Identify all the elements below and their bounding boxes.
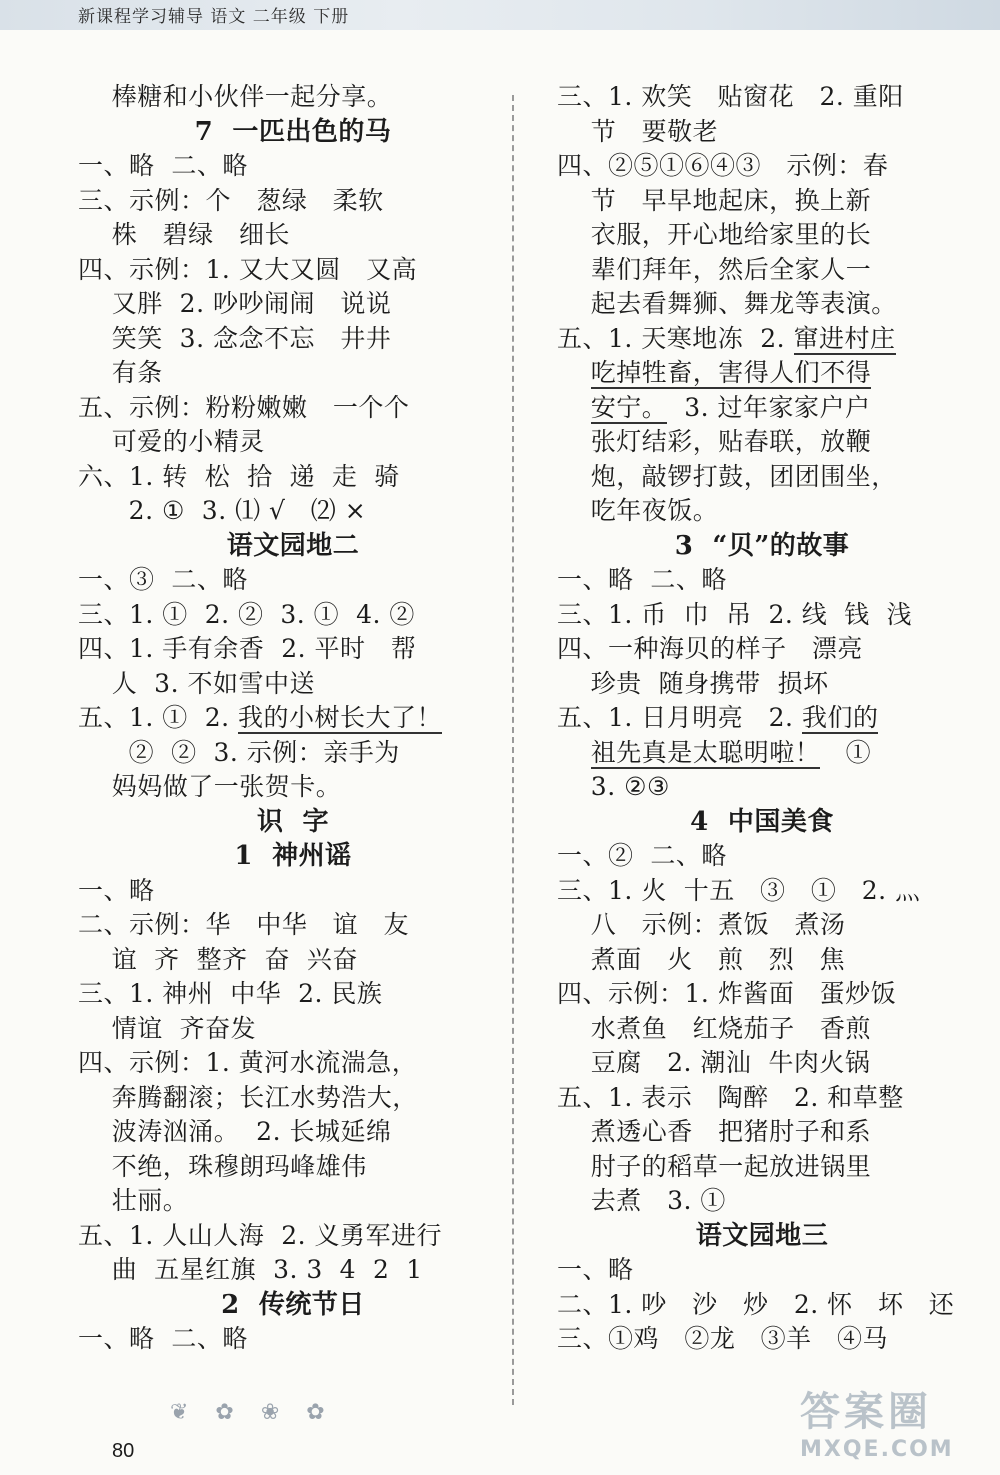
left-answer-line: 谊 齐 整齐 奋 兴奋 [78, 944, 358, 974]
left-answer-line: 棒糖和小伙伴一起分享。 [78, 82, 393, 111]
footer-decoration: ❦ ✿ ❀ ✿ [170, 1400, 335, 1425]
left-answer-line: 壮丽。 [78, 1186, 189, 1215]
right-answer-line: 水煮鱼 红烧茄子 香煎 [557, 1013, 871, 1043]
watermark-top: 答案圈 [800, 1389, 932, 1435]
page-number: 80 [112, 1440, 135, 1462]
right-answer-line: 珍贵 随身携带 损坏 [557, 668, 829, 698]
left-answer-line: 又胖 2. 吵吵闹闹 说说 [78, 289, 392, 318]
left-answer-line: 可爱的小精灵 [78, 427, 265, 456]
left-answer-line: 六、1. 转 松 拾 递 走 骑 [78, 461, 400, 491]
right-answer-line: 豆腐 2. 潮汕 牛肉火锅 [557, 1048, 871, 1077]
left-answer-line: 四、1. 手有余香 2. 平时 帮 [78, 634, 417, 663]
left-answer-line: 三、1. 神州 中华 2. 民族 [78, 979, 383, 1008]
left-answer-line: 株 碧绿 细长 [78, 220, 290, 249]
underlined-answer: 我的小树长大了！ [238, 703, 443, 732]
right-answer-line: 五、1. 表示 陶醉 2. 和草整 [557, 1082, 904, 1112]
left-answer-line: 五、示例：粉粉嫩嫩 一个个 [78, 392, 410, 422]
book-header: 新课程学习辅导 语文 二年级 下册 [78, 7, 350, 27]
left-answer-line: 笑笑 3. 念念不忘 井井 [78, 323, 392, 353]
right-answer-line: 煮透心香 把猪肘子和系 [557, 1117, 872, 1146]
right-answer-line: 起去看舞狮、舞龙等表演。 [557, 289, 897, 318]
left-answer-line: 四、示例：1. 黄河水流湍急， [78, 1048, 418, 1077]
left-answer-line: 人 3. 不如雪中送 [78, 668, 315, 698]
right-answer-line: 五、1. 天寒地冻 2. 窜进村庄 [557, 323, 896, 353]
left-answer-line: 情谊 齐奋发 [78, 1013, 257, 1043]
left-answer-line: 有条 [78, 358, 163, 387]
watermark-bottom: MXQE.COM [800, 1437, 954, 1462]
left-answer-line: 三、1. ① 2. ② 3. ① 4. ② [78, 599, 415, 629]
left-section-title: 语文园地二 [226, 530, 360, 561]
right-answer-line: 一、② 二、略 [557, 841, 727, 870]
underlined-answer: 吃掉牲畜，害得人们不得 [590, 358, 872, 387]
right-answer-line: 二、1. 吵 沙 炒 2. 怀 坏 还 [557, 1289, 955, 1319]
right-answer-line: 四、一种海贝的样子 漂亮 [557, 634, 863, 663]
underlined-answer: 窜进村庄 [793, 323, 896, 353]
watermark-logo [800, 1380, 990, 1470]
right-answer-line: 去煮 3. ① [557, 1186, 726, 1215]
right-answer-line: 一、略 二、略 [557, 565, 727, 594]
right-answer-line: 吃年夜饭。 [557, 496, 719, 525]
right-answer-line: 安宁。 3. 过年家家户户 [590, 392, 871, 422]
underlined-answer: 我们的 [801, 703, 879, 732]
right-answer-line: 三、1. 火 十五 ③ ① 2. 灬 [557, 875, 921, 905]
left-answer-line: 四、示例：1. 又大又圆 又高 [78, 254, 418, 284]
right-answer-line: 3. ②③ [557, 772, 670, 801]
left-answer-line: 二、示例：华 中华 谊 友 [78, 910, 410, 939]
right-answer-line: 辈们拜年，然后全家人一 [557, 254, 872, 284]
right-answer-line: 炮，敲锣打鼓，团团围坐， [557, 461, 897, 491]
left-answer-line: 2. ① 3. ⑴ √ ⑵ × [78, 496, 367, 525]
right-answer-line: 肘子的稻草一起放进锅里 [557, 1151, 872, 1181]
underlined-answer: 祖先真是太聪明啦！ [590, 737, 821, 767]
right-answer-line: 四、示例：1. 炸酱面 蛋炒饭 [557, 979, 897, 1008]
right-answer-line: 四、②⑤①⑥④③ 示例：春 [557, 151, 889, 180]
left-answer-line: 妈妈做了一张贺卡。 [78, 772, 342, 801]
left-section-title: 7 一匹出色的马 [194, 116, 392, 147]
left-section-title: 2 传统节日 [221, 1289, 365, 1320]
right-answer-line: 三、1. 币 巾 吊 2. 线 钱 浅 [557, 599, 913, 629]
left-answer-line: 五、1. ① 2. 我的小树长大了！ [78, 703, 443, 732]
right-answer-line: 衣服，开心地给家里的长 [557, 220, 872, 249]
right-answer-line: 五、1. 日月明亮 2. 我们的 [557, 703, 879, 732]
left-answer-line: 曲 五星红旗 3. 3 4 2 1 [78, 1255, 423, 1284]
right-section-title: 语文园地三 [695, 1220, 829, 1251]
left-answer-line: 不绝，珠穆朗玛峰雄伟 [78, 1151, 367, 1181]
right-answer-line: 节 要敬老 [557, 116, 719, 146]
right-answer-line: 三、1. 欢笑 贴窗花 2. 重阳 [557, 82, 904, 111]
right-answer-line [557, 356, 967, 391]
right-column [557, 80, 967, 1357]
left-section-title: 识 字 [256, 806, 330, 837]
left-column [78, 80, 508, 1357]
left-section-title: 1 神州谣 [234, 841, 352, 871]
left-answer-line: 一、略 二、略 [78, 1324, 248, 1353]
left-answer-line: 奔腾翻滚；长江水势浩大， [78, 1082, 418, 1112]
right-answer-line: 祖先真是太聪明啦！ ① [590, 737, 872, 767]
right-answer-line: 八 示例：煮饭 煮汤 [557, 910, 846, 939]
left-answer-line: 一、略 [78, 875, 155, 905]
right-section-title: 4 中国美食 [690, 806, 834, 837]
left-answer-line: ② ② 3. 示例：亲手为 [78, 737, 400, 767]
column-divider [512, 95, 515, 1405]
right-answer-line: 一、略 [557, 1255, 634, 1284]
underlined-answer: 安宁。 [590, 392, 668, 422]
left-answer-line: 一、略 二、略 [78, 151, 248, 180]
left-answer-line: 三、示例：个 葱绿 柔软 [78, 185, 384, 215]
right-answer-line: 三、①鸡 ②龙 ③羊 ④马 [557, 1324, 889, 1353]
left-answer-line: 波涛汹涌。 2. 长城延绵 [78, 1117, 392, 1146]
right-answer-line: 煮面 火 煎 烈 焦 [557, 944, 846, 974]
right-answer-line: 张灯结彩，贴春联，放鞭 [557, 427, 872, 456]
right-section-title: 3 “贝”的故事 [674, 530, 850, 561]
left-answer-line: 五、1. 人山人海 2. 义勇军进行 [78, 1220, 442, 1250]
left-answer-line: 一、③ 二、略 [78, 565, 248, 594]
right-answer-line: 节 早早地起床，换上新 [557, 185, 872, 215]
